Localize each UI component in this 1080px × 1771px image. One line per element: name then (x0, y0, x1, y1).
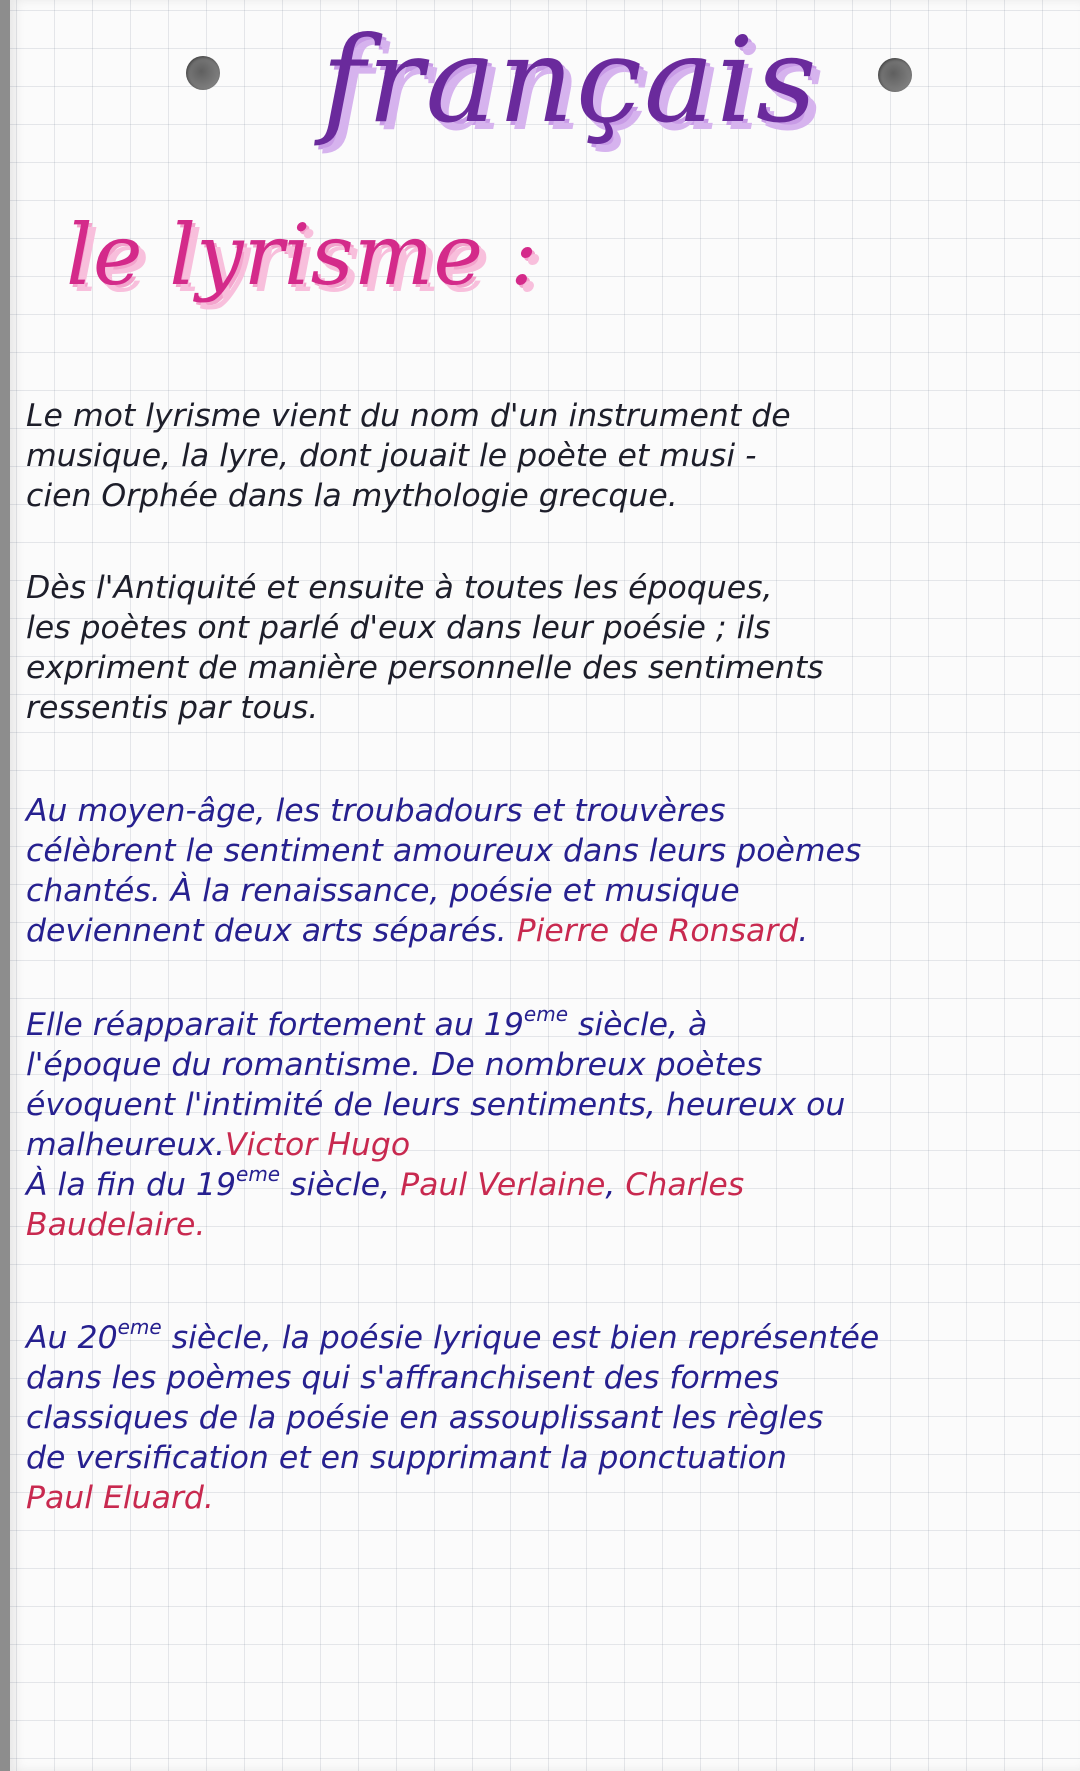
paragraph-middle-ages (26, 791, 1061, 951)
notebook-page (10, 0, 1080, 1771)
paragraph-line (26, 1125, 1061, 1165)
paragraph-line (26, 1002, 1061, 1045)
paragraph-line: Dès l'Antiquité et ensuite à toutes les époques, (26, 570, 773, 606)
paragraph-line: expriment de manière personnelle des sentiments (26, 650, 824, 686)
paragraph-antiquity (26, 568, 1061, 728)
punch-hole-right (878, 58, 912, 92)
paragraph-line: les poètes ont parlé d'eux dans leur poésie ; ils (26, 610, 771, 646)
paragraph-line (26, 1315, 1061, 1358)
superscript: eme (236, 1162, 281, 1186)
paragraph-line (26, 1205, 1061, 1245)
line-text: À la fin du 19 (26, 1167, 237, 1203)
paragraph-line: dans les poèmes qui s'affranchisent des formes (26, 1360, 780, 1396)
author-name-baudelaire-last: Baudelaire (26, 1207, 196, 1243)
superscript: eme (117, 1315, 162, 1339)
line-end: . (203, 1480, 214, 1516)
author-name-eluard: Paul Eluard (26, 1480, 204, 1516)
paragraph-line: évoquent l'intimité de leurs sentiments, heureux ou (26, 1087, 846, 1123)
paragraph-line (26, 1478, 1061, 1518)
paragraph-line (26, 1162, 1061, 1205)
paragraph-line: Au moyen-âge, les troubadours et trouvères (26, 793, 726, 829)
superscript: eme (523, 1002, 568, 1026)
punch-hole-left (186, 56, 220, 90)
topic-title: le lyrisme : (66, 206, 539, 304)
paragraph-origin (26, 396, 1061, 516)
author-name-baudelaire-first: Charles (625, 1167, 745, 1203)
paragraph-line: musique, la lyre, dont jouait le poète et musi - (26, 438, 757, 474)
line-text: siècle, (290, 1167, 391, 1203)
subject-title: français (321, 11, 819, 149)
line-text: siècle, la poésie lyrique est bien représentée (171, 1320, 880, 1356)
line-end: . (798, 913, 809, 949)
paragraph-romanticism (26, 1002, 1061, 1245)
paragraph-line (26, 911, 1061, 951)
paragraph-line: l'époque du romantisme. De nombreux poètes (26, 1047, 763, 1083)
paragraph-line: célèbrent le sentiment amoureux dans leurs poèmes (26, 833, 862, 869)
paragraph-line: classiques de la poésie en assouplissant les règles (26, 1400, 824, 1436)
line-text: deviennent deux arts séparés. (26, 913, 507, 949)
line-text: siècle, à (578, 1007, 708, 1043)
paragraph-line: chantés. À la renaissance, poésie et musique (26, 873, 740, 909)
paragraph-line: cien Orphée dans la mythologie grecque. (26, 478, 678, 514)
paragraph-line: ressentis par tous. (26, 690, 319, 726)
author-name-hugo: Victor Hugo (225, 1127, 411, 1163)
author-name-verlaine: Paul Verlaine (400, 1167, 606, 1203)
paragraph-line: de versification et en supprimant la ponctuation (26, 1440, 787, 1476)
separator: , (605, 1167, 616, 1203)
line-text: malheureux. (26, 1127, 225, 1163)
paragraph-line: Le mot lyrisme vient du nom d'un instrument de (26, 398, 791, 434)
line-text: Elle réapparait fortement au 19 (26, 1007, 524, 1043)
paragraph-twentieth-century (26, 1315, 1061, 1518)
line-text: Au 20 (26, 1320, 118, 1356)
line-end: . (195, 1207, 206, 1243)
author-name-ronsard: Pierre de Ronsard (516, 913, 799, 949)
